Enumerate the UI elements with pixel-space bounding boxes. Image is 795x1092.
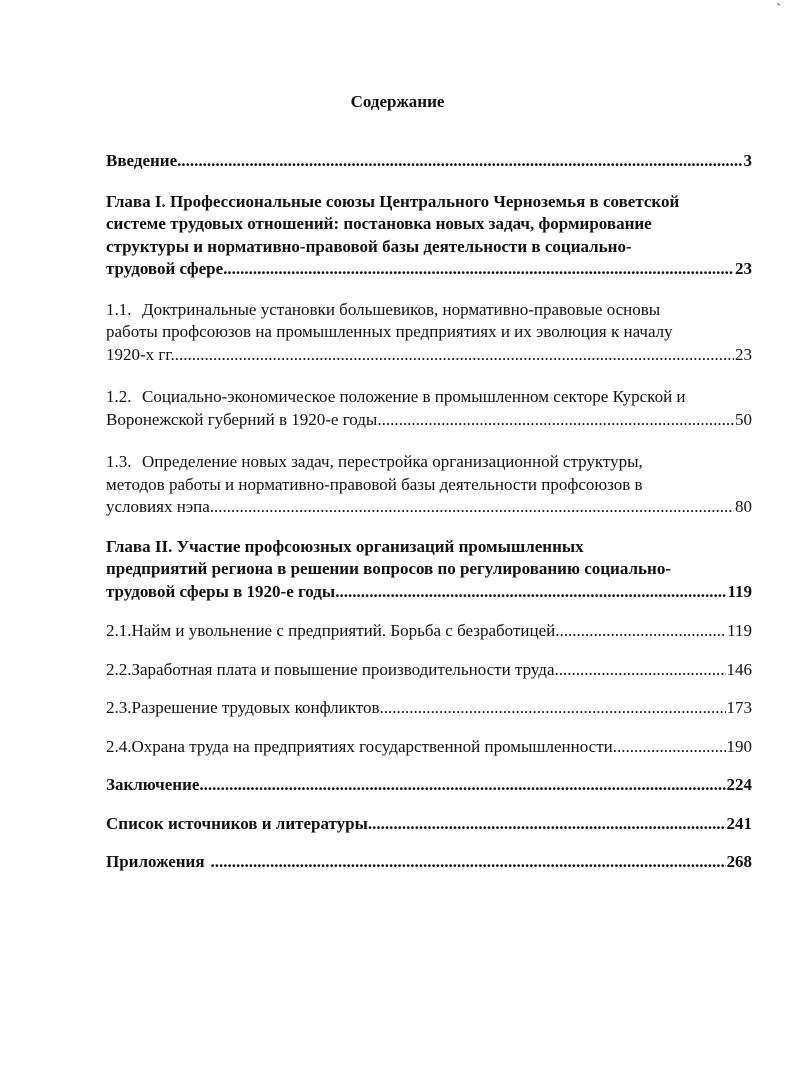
scan-mark: `	[776, 2, 781, 17]
toc-entry-label: Введение	[106, 151, 178, 170]
toc-entry-section-2-4[interactable]	[106, 736, 752, 759]
dot-leader	[377, 409, 734, 432]
page-number: 119	[727, 581, 752, 601]
toc-entry-appendix[interactable]	[106, 851, 752, 874]
toc-entry-chapter-2[interactable]	[106, 536, 752, 604]
dot-leader	[199, 774, 725, 797]
section-number: 2.1.	[106, 621, 132, 640]
toc-entry-label: Воронежской губерний в 1920-е годы	[106, 409, 378, 429]
toc-entry-label: Заключение	[106, 775, 200, 794]
toc-entry-section-2-1[interactable]	[106, 620, 752, 643]
toc-entry-line: Социально-экономическое положение в промышленном секторе Курской и	[142, 387, 686, 406]
section-number: 2.3.	[106, 698, 132, 717]
page-number: 241	[726, 813, 752, 833]
toc-entry-label: Заработная плата и повышение производительности труда	[131, 659, 555, 679]
toc-entry-label: трудовой сферы в 1920-е годы	[106, 581, 336, 601]
toc-entry-line: структуры и нормативно-правовой базы деятельности в социально-	[106, 236, 632, 256]
toc-entry-line: Глава I. Профессиональные союзы Центрального Черноземья в советской	[106, 191, 680, 211]
toc-entry-sources[interactable]	[106, 813, 752, 836]
dot-leader	[335, 581, 726, 604]
dot-leader	[554, 659, 725, 682]
toc-entry-line: системе трудовых отношений: постановка новых задач, формирование	[106, 214, 652, 233]
toc-entry-label: условиях нэпа	[106, 497, 210, 516]
toc-entry-intro[interactable]	[106, 150, 752, 173]
toc-entry-line: предприятий региона в решении вопросов по регулированию социально-	[106, 559, 671, 578]
toc-entry-label: Приложения	[106, 852, 205, 871]
page-number: 119	[727, 621, 752, 640]
page-number: 224	[726, 775, 752, 794]
page-number: 50	[735, 409, 752, 429]
section-number: 2.4.	[106, 736, 132, 756]
page-number: 80	[735, 497, 752, 516]
dot-leader	[210, 496, 734, 519]
toc-entry-line: работы профсоюзов на промышленных предприятиях и их эволюция к началу	[106, 322, 673, 341]
page-number: 3	[743, 151, 752, 170]
page-number: 173	[726, 698, 752, 717]
toc-entry-line: Определение новых задач, перестройка организационной структуры,	[142, 452, 643, 471]
toc-entry-label: Найм и увольнение с предприятий. Борьба с безработицей	[131, 621, 556, 640]
table-of-contents	[106, 150, 752, 888]
toc-entry-section-1-2[interactable]	[106, 386, 752, 431]
toc-entry-section-1-1[interactable]	[106, 299, 752, 367]
page-number: 190	[726, 736, 752, 756]
toc-entry-conclusion[interactable]	[106, 774, 752, 797]
section-number: 1.2.	[106, 387, 132, 406]
toc-entry-label: Список источников и литературы	[106, 813, 368, 833]
page-title: Содержание	[350, 92, 445, 111]
toc-entry-section-1-3[interactable]	[106, 451, 752, 519]
dot-leader	[211, 851, 726, 874]
toc-entry-label: Охрана труда на предприятиях государственной промышленности	[131, 736, 613, 756]
toc-entry-chapter-1[interactable]	[106, 191, 752, 281]
section-number: 1.1.	[106, 299, 132, 319]
dot-leader	[175, 344, 734, 367]
section-number: 2.2.	[106, 659, 132, 679]
page-number: 23	[735, 344, 752, 364]
page-number: 23	[735, 259, 752, 278]
section-number: 1.3.	[106, 452, 132, 471]
toc-entry-line: Глава II. Участие профсоюзных организаций промышленных	[106, 536, 584, 556]
toc-entry-section-2-3[interactable]	[106, 697, 752, 720]
dot-leader	[368, 813, 726, 836]
toc-entry-label: трудовой сфере	[106, 259, 224, 278]
dot-leader	[223, 258, 734, 281]
toc-entry-line: Доктринальные установки большевиков, нормативно-правовые основы	[142, 299, 661, 319]
toc-entry-line: методов работы и нормативно-правовой базы деятельности профсоюзов в	[106, 474, 643, 494]
toc-entry-section-2-2[interactable]	[106, 659, 752, 682]
dot-leader	[555, 620, 726, 643]
toc-entry-label: 1920-х гг.	[106, 344, 175, 364]
toc-entry-label: Разрешение трудовых конфликтов	[131, 698, 380, 717]
page-number: 146	[726, 659, 752, 679]
dot-leader	[177, 150, 742, 173]
dot-leader	[380, 697, 726, 720]
page-number: 268	[726, 852, 752, 871]
dot-leader	[613, 736, 726, 759]
